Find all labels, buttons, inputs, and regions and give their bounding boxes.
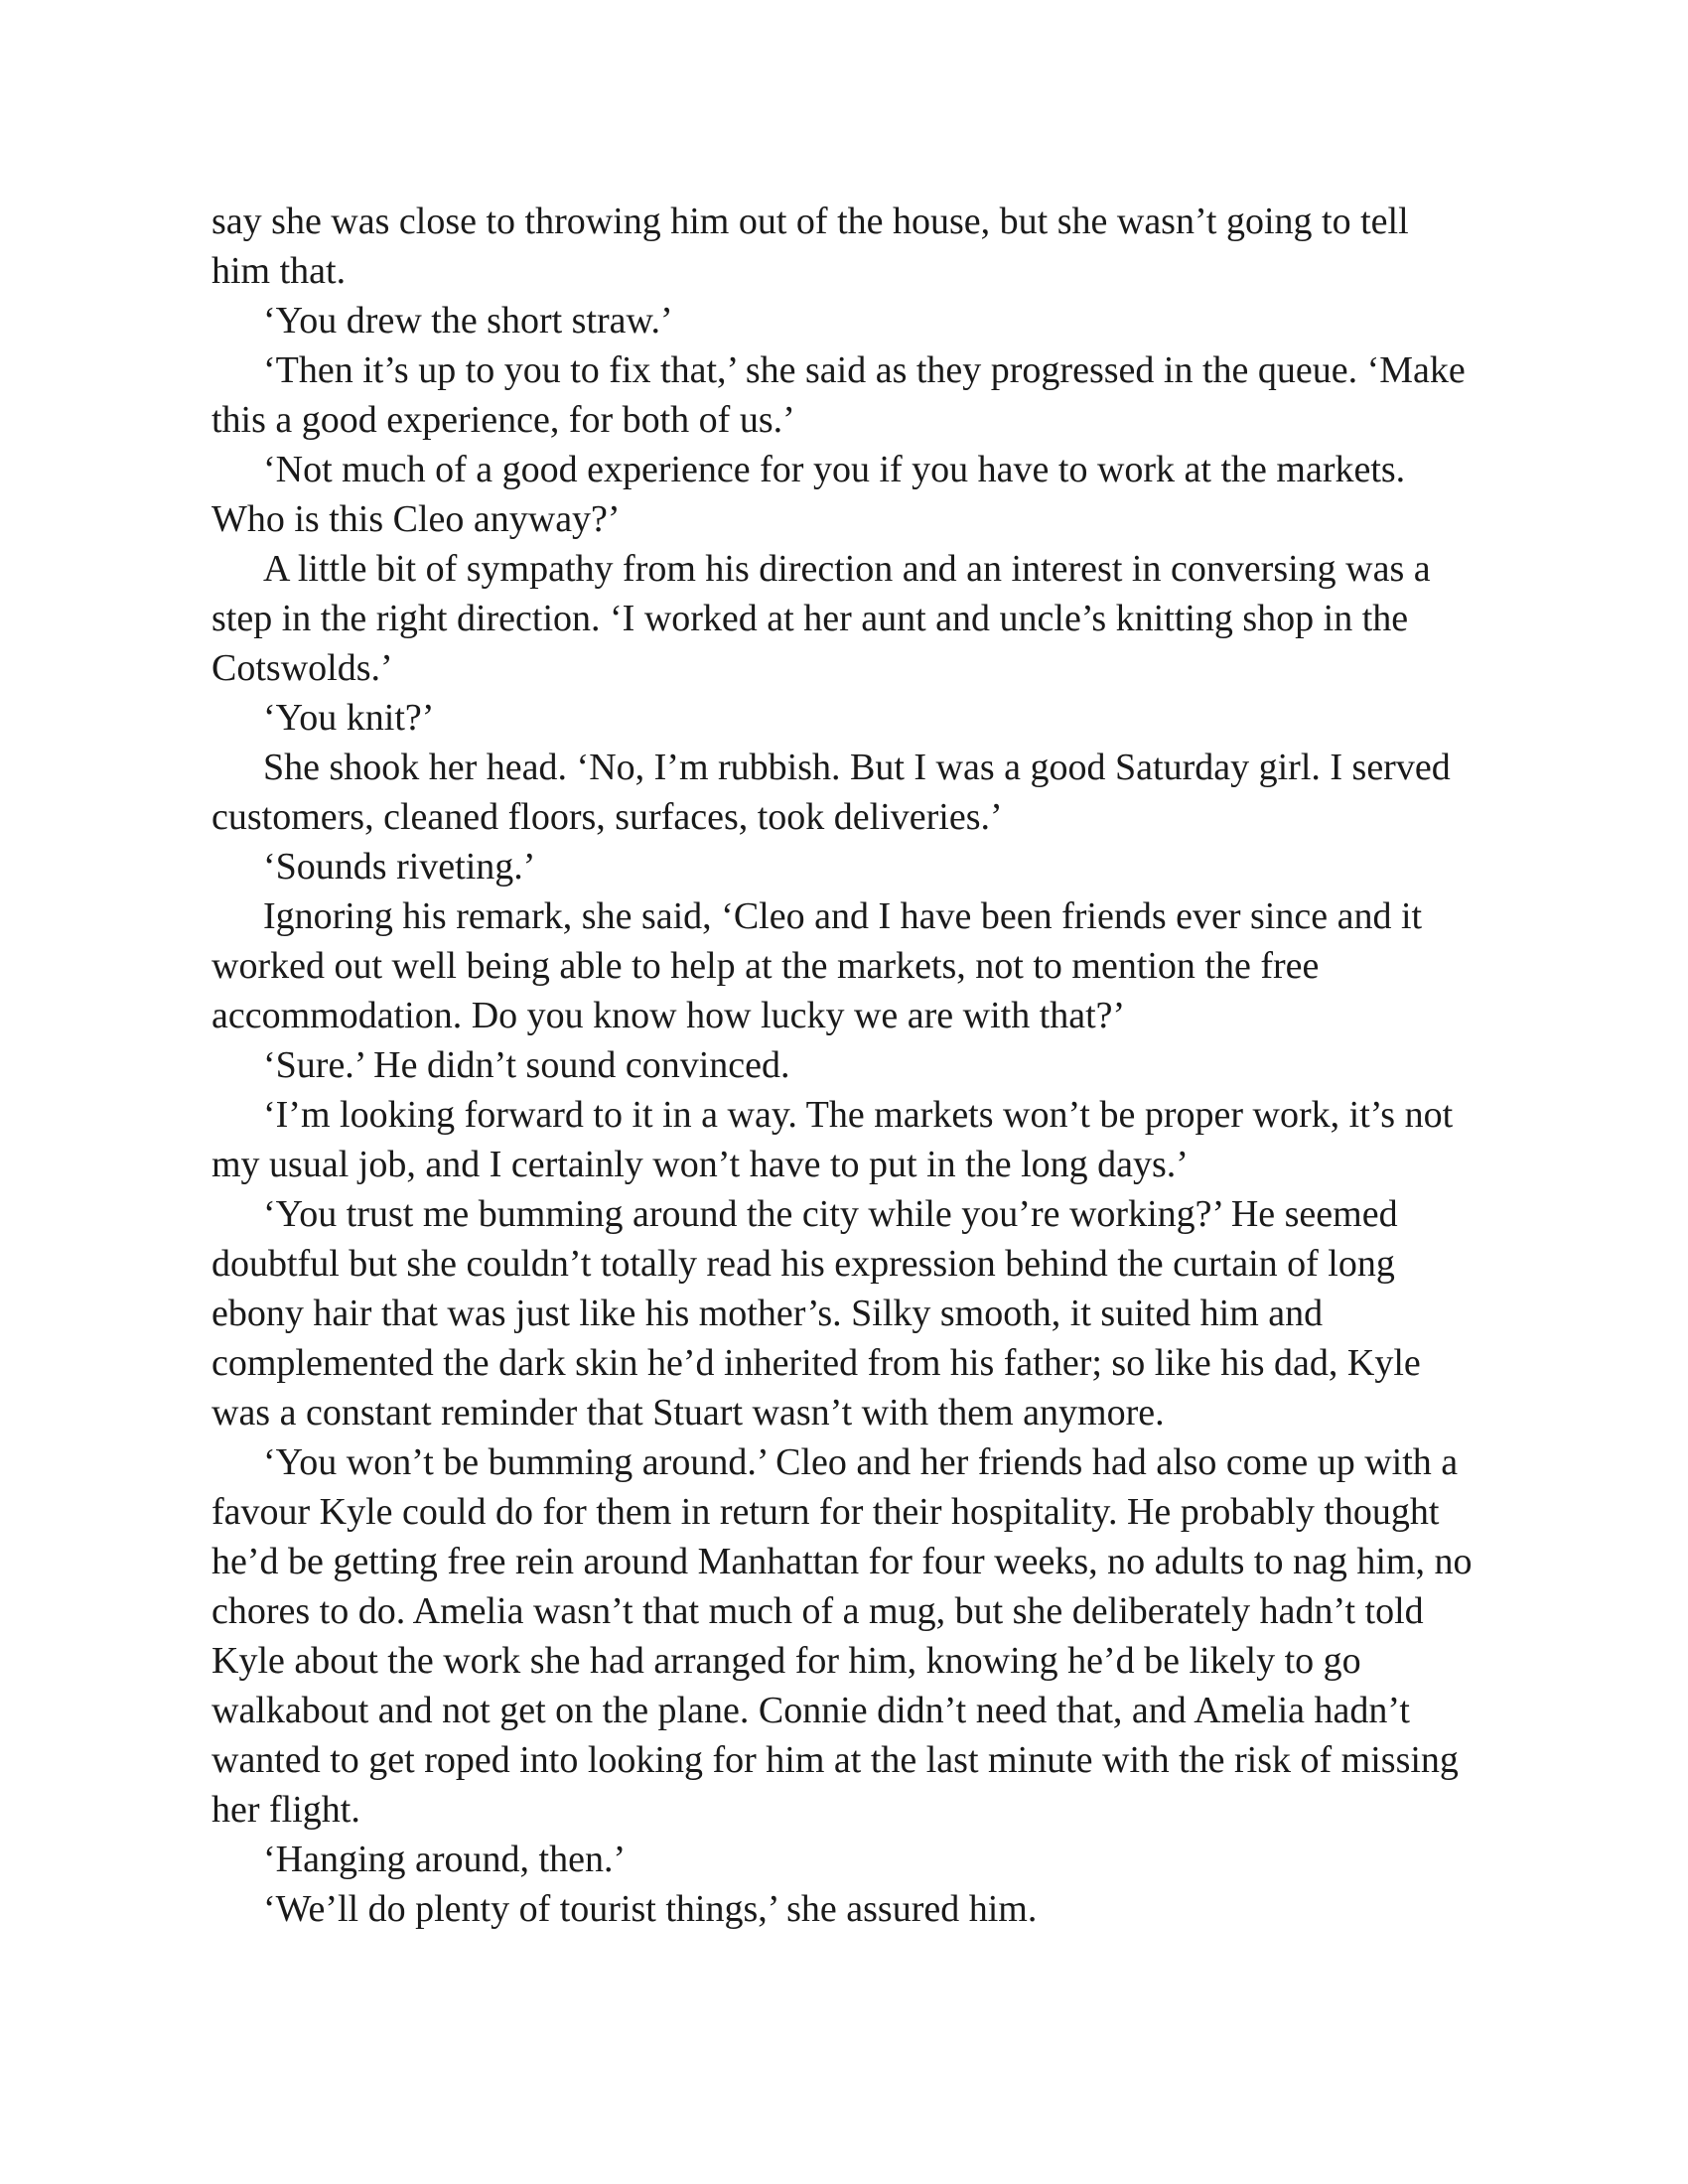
paragraph-12: ‘You trust me bumming around the city while you’re working?’ He seemed doubtful but she couldn’t totally read his expression behind the curtain of long ebony hair that was just like his mother’s. Silky smooth, it suited him and complemented the dark skin he’d inherited from his father; so like his dad, Kyle was a constant reminder that Stuart wasn’t with them anymore. — [211, 1193, 1421, 1433]
paragraph-6: ‘You knit?’ — [263, 697, 435, 739]
paragraph-15: ‘We’ll do plenty of tourist things,’ she assured him. — [263, 1888, 1038, 1930]
paragraph-5: A little bit of sympathy from his direction and an interest in conversing was a step in the right direction. ‘I worked at her aunt and uncle’s knitting shop in the Cotswolds.’ — [211, 548, 1431, 689]
paragraph-13: ‘You won’t be bumming around.’ Cleo and her friends had also come up with a favour Kyle could do for them in return for their hospitality. He probably thought he’d be getting free rein around Manhattan for four weeks, no adults to nag him, no chores to do. Amelia wasn’t that much of a mug, but she deliberately hadn’t told Kyle about the work she had arranged for him, knowing he’d be likely to go walkabout and not get on the plane. Connie didn’t need that, and Amelia hadn’t wanted to get roped into looking for him at the last minute with the risk of missing her flight. — [211, 1441, 1473, 1831]
paragraph-3: ‘Then it’s up to you to fix that,’ she said as they progressed in the queue. ‘Make this a good experience, for both of us.’ — [211, 349, 1466, 441]
paragraph-4: ‘Not much of a good experience for you if you have to work at the markets. Who is this Cleo anyway?’ — [211, 449, 1406, 540]
page-body — [211, 197, 1473, 1934]
paragraph-14: ‘Hanging around, then.’ — [263, 1839, 627, 1880]
paragraph-9: Ignoring his remark, she said, ‘Cleo and I have been friends ever since and it worked out well being able to help at the markets, not to mention the free accommodation. Do you know how lucky we are with that?’ — [211, 895, 1423, 1036]
paragraph-8: ‘Sounds riveting.’ — [263, 846, 536, 887]
paragraph-10: ‘Sure.’ He didn’t sound convinced. — [263, 1044, 790, 1086]
paragraph-11: ‘I’m looking forward to it in a way. The markets won’t be proper work, it’s not my usual job, and I certainly won’t have to put in the long days.’ — [211, 1094, 1454, 1185]
paragraph-2: ‘You drew the short straw.’ — [263, 300, 673, 341]
paragraph-7: She shook her head. ‘No, I’m rubbish. But I was a good Saturday girl. I served customers, cleaned floors, surfaces, took deliveries.’ — [211, 747, 1451, 838]
paragraph-1: say she was close to throwing him out of the house, but she wasn’t going to tell him that. — [211, 201, 1409, 292]
